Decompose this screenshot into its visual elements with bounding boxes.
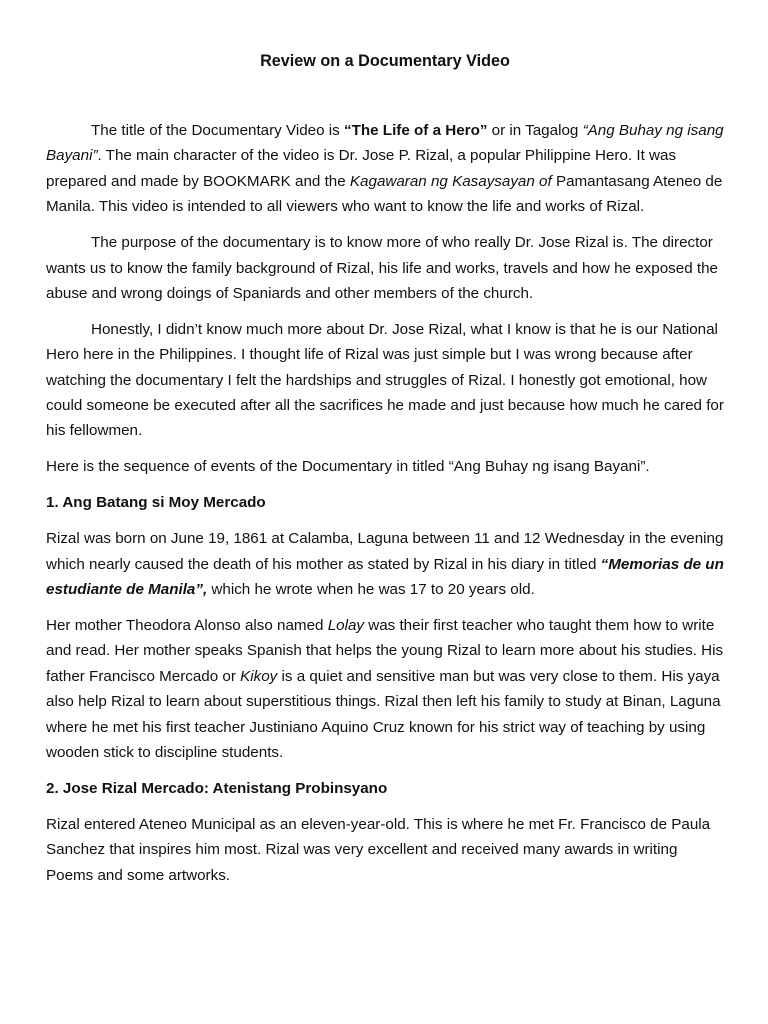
text-span: which he wrote when he was 17 to 20 years old.	[207, 581, 535, 598]
paragraph-birth	[46, 526, 724, 602]
paragraph-opinion: Honestly, I didn’t know much more about Dr. Jose Rizal, what I know is that he is our National Hero here in the Philippines. I thought life of Rizal was just simple but I was wrong because after watching the documentary I felt the hardships and struggles of Rizal. I honestly got emotional, how could someone be executed after all the sacrifices he made and just because how much he cared for his fellowmen.	[46, 320, 724, 440]
department-italic: Kagawaran ng Kasaysayan of	[349, 172, 552, 190]
nickname-italic: Kikoy	[240, 667, 278, 685]
text-span: or in Tagalog	[487, 122, 583, 139]
text-span: Her mother Theodora Alonso also named	[46, 616, 328, 634]
diary-title-bold-italic: “Memorias de un estudiante de Manila”,	[46, 555, 724, 598]
text-span: Pamantasang Ateneo de Manila. This video is intended to all viewers who want to know the life and works of Rizal.	[46, 172, 723, 216]
text-span: . The main character of the video is Dr. Jose P. Rizal, a popular Philippine Hero. It was prepared and made by BOOKMARK and the	[46, 147, 677, 190]
text-span: Rizal was born on June 19, 1861 at Calamba, Laguna between 11 and 12 Wednesday in the evening which nearly caused the death of his mother as stated by Rizal in his diary in titled	[46, 530, 724, 573]
text-span: The title of the Documentary Video is	[91, 122, 344, 139]
section-heading-1: 1. Ang Batang si Moy Mercado	[46, 494, 266, 512]
tagalog-title-italic: “Ang Buhay ng isang Bayani”	[46, 122, 724, 165]
paragraph-title-intro	[46, 118, 724, 220]
paragraph-ateneo: Rizal entered Ateneo Municipal as an eleven-year-old. This is where he met Fr. Francisco de Paula Sanchez that inspires him most. Rizal was very excellent and received many awards in writing Poems and some artworks.	[46, 815, 711, 884]
video-title-bold: “The Life of a Hero”	[343, 122, 488, 139]
paragraph-family	[46, 613, 724, 765]
document-page	[46, 0, 724, 888]
text-span: was their first teacher who taught them how to write and read. Her mother speaks Spanish that helps the young Rizal to learn more about his studies. His father Francisco Mercado or	[46, 616, 724, 685]
paragraph-sequence-intro: Here is the sequence of events of the Documentary in titled “Ang Buhay ng isang Bayani”.	[46, 458, 650, 476]
paragraph-purpose: The purpose of the documentary is to know more of who really Dr. Jose Rizal is. The director wants us to know the family background of Rizal, his life and works, travels and how he exposed the abuse and wrong doings of Spaniards and other members of the church.	[46, 234, 718, 302]
document-title: Review on a Documentary Video	[260, 52, 510, 70]
section-heading-2: 2. Jose Rizal Mercado: Atenistang Probinsyano	[46, 779, 388, 797]
text-span: is a quiet and sensitive man but was very close to them. His yaya also help Rizal to learn about superstitious things. Rizal then left his family to study at Binan, Laguna where he met his first teacher Justiniano Aquino Cruz known for his strict way of teaching by using wooden stick to discipline students.	[46, 667, 721, 761]
nickname-italic: Lolay	[327, 616, 365, 634]
